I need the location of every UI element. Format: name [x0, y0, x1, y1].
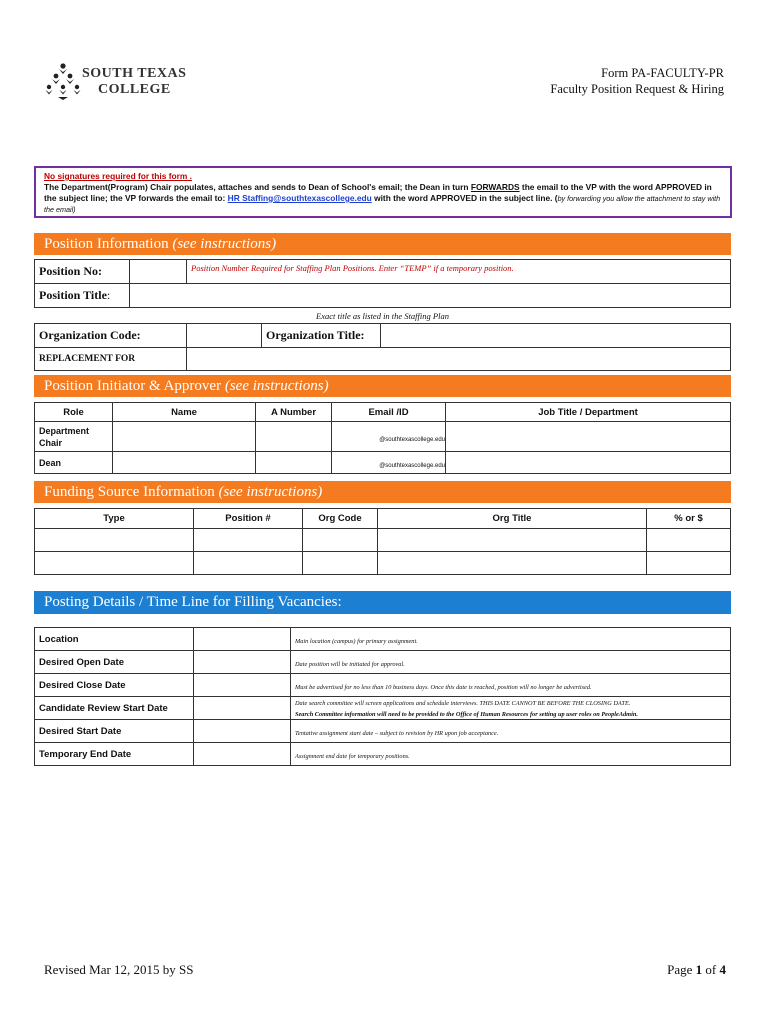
- position-no-note-cell: [187, 260, 731, 284]
- page-number: 1: [695, 962, 703, 977]
- start-date-note: Tentative assignment start date – subject to revision by HR upon job acceptance.: [295, 730, 499, 737]
- col-org-title: Org Title: [378, 509, 647, 529]
- end-date-input[interactable]: [194, 743, 291, 766]
- org-code-input[interactable]: [303, 529, 378, 552]
- form-title: Faculty Position Request & Hiring: [550, 82, 724, 96]
- table-row: [35, 651, 731, 674]
- open-date-input[interactable]: [194, 651, 291, 674]
- form-id: Form PA-FACULTY-PR: [601, 66, 724, 80]
- section-title: Position Initiator & Approver: [44, 378, 222, 394]
- funding-header: [34, 481, 731, 503]
- section-title: Funding Source Information: [44, 484, 215, 500]
- close-date-note: Must be advertised for no less than 10 business days. Once this date is reached, position will no longer be advertised.: [295, 684, 592, 691]
- position-num-input[interactable]: [194, 529, 303, 552]
- table-row: [35, 720, 731, 743]
- col-org-code: Org Code: [303, 509, 378, 529]
- close-date-input[interactable]: [194, 674, 291, 697]
- end-date-label: Temporary End Date: [35, 743, 194, 766]
- col-a-number: A Number: [256, 403, 332, 422]
- col-role: Role: [35, 403, 113, 422]
- exact-title-note-cell: [35, 308, 731, 324]
- notice-tail: by forwarding you allow the attachment to stay with the email): [44, 194, 721, 214]
- replacement-input[interactable]: [187, 348, 731, 371]
- initiator-header: [34, 375, 731, 397]
- org-code-label: Organization Code:: [35, 324, 187, 348]
- review-date-note-cell: [291, 697, 731, 720]
- position-info-table: [34, 259, 731, 371]
- page-total: 4: [719, 962, 726, 977]
- funding-table: [34, 508, 731, 575]
- see-instructions-link[interactable]: (see instructions): [224, 378, 329, 394]
- position-title-label: Position Title: [39, 288, 107, 302]
- position-title-input[interactable]: [130, 284, 731, 308]
- instructions-notice: [34, 166, 732, 218]
- org-title-label: Organization Title:: [262, 324, 381, 348]
- logo-figures-icon: [44, 62, 82, 100]
- org-code-input[interactable]: [187, 324, 262, 348]
- close-date-note-cell: [291, 674, 731, 697]
- type-input[interactable]: [35, 552, 194, 575]
- no-signature-warning: No signatures required for this form .: [44, 171, 192, 181]
- start-date-input[interactable]: [194, 720, 291, 743]
- position-title-label-cell: [35, 284, 130, 308]
- role-cell: Department Chair: [35, 422, 113, 452]
- college-logo: [44, 62, 84, 102]
- of-word: of: [705, 962, 717, 977]
- position-title-colon: :: [106, 288, 111, 302]
- table-row: [35, 529, 731, 552]
- col-email: Email /ID: [332, 403, 446, 422]
- see-instructions-link[interactable]: (see instructions): [218, 484, 323, 500]
- position-no-note: Position Number Required for Staffing Plan Positions. Enter “TEMP” if a temporary position.: [191, 263, 514, 273]
- review-date-input[interactable]: [194, 697, 291, 720]
- position-info-header: [34, 233, 731, 255]
- location-input[interactable]: [194, 628, 291, 651]
- col-percent: % or $: [647, 509, 731, 529]
- location-note-cell: [291, 628, 731, 651]
- name-input[interactable]: [113, 422, 256, 452]
- org-title-input[interactable]: [381, 324, 731, 348]
- exact-title-note: Exact title as listed in the Staffing Plan: [316, 311, 449, 321]
- review-date-label: Candidate Review Start Date: [35, 697, 194, 720]
- table-row: [35, 697, 731, 720]
- location-note: Main location (campus) for primary assignment.: [295, 638, 418, 645]
- col-name: Name: [113, 403, 256, 422]
- section-title: Posting Details / Time Line for Filling Vacancies:: [44, 594, 342, 610]
- open-date-label: Desired Open Date: [35, 651, 194, 674]
- org-code-input[interactable]: [303, 552, 378, 575]
- review-date-note-bold: Search Committee information will need to be provided to the Office of Human Resources for setting up user roles on PeopleAdmin.: [295, 711, 638, 718]
- replacement-label: REPLACEMENT FOR: [35, 348, 187, 371]
- job-title-input[interactable]: [446, 422, 731, 452]
- review-date-note: Date search committee will screen applications and schedule interviews. THIS DATE CANNOT BE BEFORE THE CLOSING DATE.: [295, 700, 631, 707]
- position-no-label: Position No:: [35, 260, 130, 284]
- table-row: [35, 452, 731, 474]
- col-job-title: Job Title / Department: [446, 403, 731, 422]
- table-row: [35, 628, 731, 651]
- org-title-input[interactable]: [378, 552, 647, 575]
- table-row: [35, 743, 731, 766]
- posting-header: [34, 591, 731, 614]
- name-input[interactable]: [113, 452, 256, 474]
- page-word: Page: [667, 962, 693, 977]
- logo-text-line2: COLLEGE: [98, 82, 171, 97]
- type-input[interactable]: [35, 529, 194, 552]
- a-number-input[interactable]: [256, 422, 332, 452]
- notice-forwards: FORWARDS: [470, 182, 520, 192]
- end-date-note: Assignment end date for temporary positions.: [295, 753, 410, 760]
- logo-text-line1: SOUTH TEXAS: [82, 66, 187, 81]
- a-number-input[interactable]: [256, 452, 332, 474]
- percent-input[interactable]: [647, 529, 731, 552]
- table-row: [35, 674, 731, 697]
- start-date-label: Desired Start Date: [35, 720, 194, 743]
- location-label: Location: [35, 628, 194, 651]
- close-date-label: Desired Close Date: [35, 674, 194, 697]
- notice-text-3: with the word APPROVED in the subject line. (: [374, 193, 558, 203]
- table-row: [35, 552, 731, 575]
- position-num-input[interactable]: [194, 552, 303, 575]
- end-date-note-cell: [291, 743, 731, 766]
- email-suffix: @southtexascollege.edu: [379, 436, 445, 443]
- email-suffix: @southtexascollege.edu: [379, 462, 445, 469]
- hr-email-link[interactable]: HR Staffing@southtexascollege.edu: [227, 193, 372, 203]
- email-input[interactable]: [332, 452, 446, 474]
- notice-text-1: The Department(Program) Chair populates, attaches and sends to Dean of School's email; the Dean in turn: [44, 182, 469, 192]
- page-indicator: [667, 962, 726, 978]
- role-cell: Dean: [35, 452, 113, 474]
- open-date-note-cell: [291, 651, 731, 674]
- revision-note: Revised Mar 12, 2015 by SS: [44, 962, 194, 977]
- open-date-note: Date position will be initiated for approval.: [295, 661, 405, 668]
- table-row: [35, 422, 731, 452]
- org-title-input[interactable]: [378, 529, 647, 552]
- email-input[interactable]: [332, 422, 446, 452]
- notice-text-2: the email to the VP with the word APPROVED in the subject line; the VP forwards the email to:: [44, 182, 712, 203]
- position-no-input[interactable]: [130, 260, 187, 284]
- posting-table: [34, 627, 731, 766]
- col-type: Type: [35, 509, 194, 529]
- start-date-note-cell: [291, 720, 731, 743]
- section-title: Position Information: [44, 236, 169, 252]
- see-instructions-link[interactable]: (see instructions): [172, 236, 277, 252]
- col-position-num: Position #: [194, 509, 303, 529]
- initiator-table: [34, 402, 731, 474]
- job-title-input[interactable]: [446, 452, 731, 474]
- percent-input[interactable]: [647, 552, 731, 575]
